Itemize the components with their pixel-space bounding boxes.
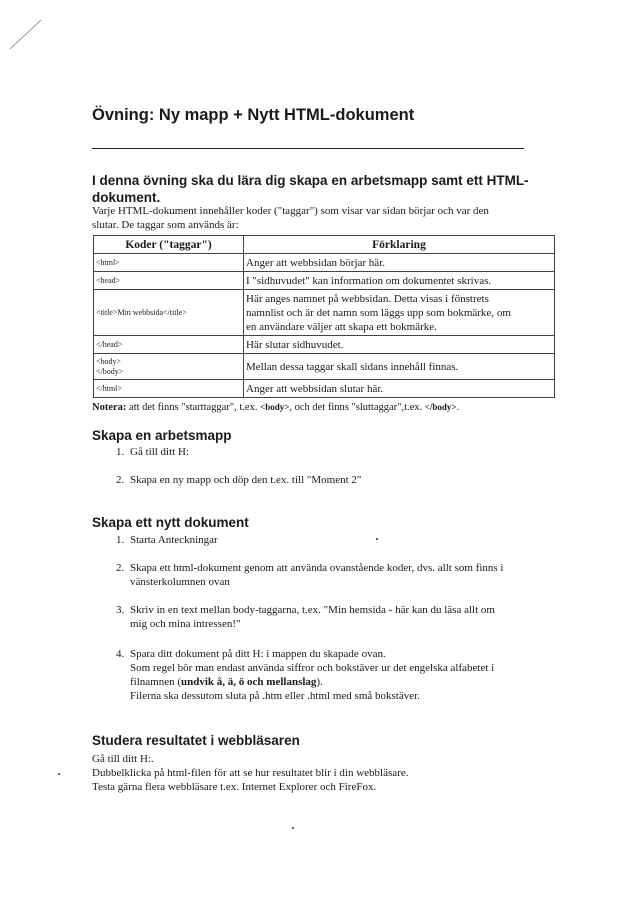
intro-text-line-1: Varje HTML-dokument innehåller koder ("taggar") som visar var sidan börjar och var den	[92, 205, 489, 217]
table-header-row	[94, 236, 555, 254]
step-text	[130, 675, 572, 689]
step-text: mig och mina intressen!"	[130, 618, 241, 630]
step-text: Gå till ditt H:	[130, 446, 189, 458]
code-cell: <html>	[94, 254, 244, 272]
tag-table	[93, 235, 555, 398]
note-label: Notera:	[92, 402, 127, 413]
step-text: Filerna ska dessutom sluta på .htm eller .html med små bokstäver.	[130, 690, 420, 702]
list-item	[92, 533, 562, 547]
desc-line: namnlist och är det namn som läggs upp som bokmärke, om	[246, 306, 511, 319]
browser-text-line: Testa gärna flera webbläsare t.ex. Internet Explorer och FireFox.	[92, 781, 377, 793]
step-text: Skapa en ny mapp och döp den t.ex. till "Moment 2"	[130, 474, 362, 486]
desc-cell: Anger att webbsidan slutar här.	[244, 380, 555, 398]
intro-text-line-2: slutar. De taggar som används är:	[92, 219, 239, 231]
table-row	[94, 272, 555, 290]
step-text: Spara ditt dokument på ditt H: i mappen du skapade ovan.	[130, 648, 386, 660]
table-row	[94, 290, 555, 336]
step-number: 1.	[116, 446, 125, 458]
list-item	[92, 445, 562, 459]
browser-text-line: Gå till ditt H:.	[92, 753, 154, 765]
step-text: Skapa ett html-dokument genom att använda ovanstående koder, dvs. allt som finns i	[130, 562, 504, 574]
code-line: <body>	[96, 356, 122, 366]
step-number: 4.	[116, 648, 125, 660]
folder-steps-2	[92, 473, 562, 487]
pen-stroke-mark	[8, 18, 44, 52]
step-text: Som regel bör man endast använda siffror och bokstäver ur det engelska alfabetet i	[130, 662, 495, 674]
note-text	[92, 402, 459, 413]
browser-text-line: Dubbelklicka på html-filen för att se hur resultatet blir i din webbläsare.	[92, 767, 409, 779]
doc-step-2	[92, 561, 572, 589]
table-row	[94, 354, 555, 380]
step-number: 1.	[116, 534, 125, 546]
step-number: 3.	[116, 604, 125, 616]
list-item	[92, 561, 572, 589]
note-part: .	[456, 402, 460, 413]
desc-line: Här anges namnet på webbsidan. Detta visas i fönstrets	[246, 292, 489, 305]
code-cell: <title>Min webbsida</title>	[94, 290, 244, 336]
list-item	[92, 603, 572, 631]
scan-speck	[292, 827, 294, 829]
desc-cell	[244, 290, 555, 336]
note-part: , och det finns "sluttaggar",t.ex.	[289, 402, 425, 413]
header-explanation: Förklaring	[244, 236, 555, 254]
code-cell	[94, 354, 244, 380]
table-row	[94, 380, 555, 398]
code-line: </body>	[96, 366, 124, 376]
section-heading-folder: Skapa en arbetsmapp	[92, 428, 232, 443]
step-number: 2.	[116, 562, 125, 574]
folder-steps	[92, 445, 562, 459]
section-heading-document: Skapa ett nytt dokument	[92, 515, 249, 530]
step-text: Skriv in en text mellan body-taggarna, t.ex. "Min hemsida - här kan du läsa allt om	[130, 604, 495, 616]
step-text: vänsterkolumnen ovan	[130, 576, 230, 588]
step-text-part: ).	[316, 676, 323, 688]
code-cell: </html>	[94, 380, 244, 398]
step-text-part: filnamnen (	[130, 676, 182, 688]
code-cell: <head>	[94, 272, 244, 290]
desc-line: en användare väljer att skapa ett bokmärke.	[246, 320, 437, 333]
doc-step-1	[92, 533, 562, 547]
scan-speck	[58, 773, 60, 775]
doc-step-4	[92, 647, 572, 703]
note-end-tag: </body>	[424, 402, 457, 412]
header-codes: Koder ("taggar")	[94, 236, 244, 254]
table-row	[94, 336, 555, 354]
title-rule	[92, 148, 524, 149]
intro-heading: I denna övning ska du lära dig skapa en arbetsmapp samt ett HTML-dokument.	[92, 173, 529, 205]
table-row	[94, 254, 555, 272]
note-part: att det finns "starttaggar", t.ex.	[126, 402, 261, 413]
section-heading-browser: Studera resultatet i webbläsaren	[92, 733, 300, 748]
list-item	[92, 473, 562, 487]
desc-cell: Här slutar sidhuvudet.	[244, 336, 555, 354]
step-number: 2.	[116, 474, 125, 486]
note-start-tag: <body>	[260, 402, 290, 412]
doc-step-3	[92, 603, 572, 631]
step-text: Starta Anteckningar	[130, 534, 218, 546]
desc-cell: Mellan dessa taggar skall sidans innehåll finnas.	[244, 354, 555, 380]
scan-speck	[376, 538, 378, 540]
code-cell: </head>	[94, 336, 244, 354]
desc-cell: Anger att webbsidan börjar här.	[244, 254, 555, 272]
list-item	[92, 647, 572, 703]
step-text-emphasis: undvik å, ä, ö och mellanslag	[181, 676, 317, 688]
page-title: Övning: Ny mapp + Nytt HTML-dokument	[92, 106, 415, 124]
desc-cell: I "sidhuvudet" kan information om dokumentet skrivas.	[244, 272, 555, 290]
